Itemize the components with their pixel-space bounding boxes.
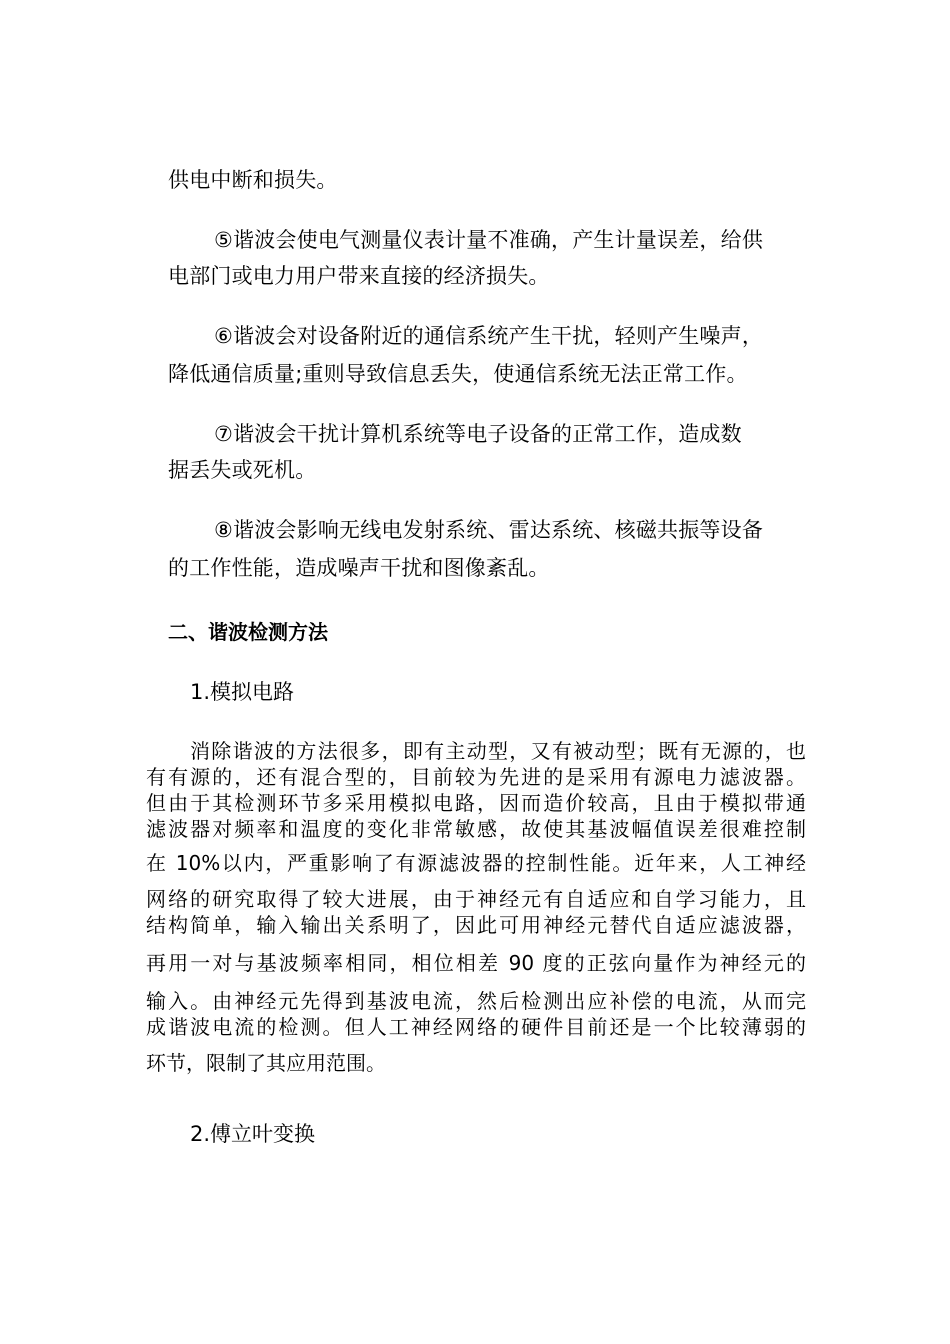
- paragraph-line: 有有源的，还有混合型的，目前较为先进的是采用有源电力滤波器。: [146, 765, 806, 789]
- list-item-4-continuation: 供电中断和损失。: [168, 168, 338, 192]
- list-item-5-line-2: 电部门或电力用户带来直接的经济损失。: [168, 264, 550, 288]
- paragraph-line: 在 10%以内，严重影响了有源滤波器的控制性能。近年来，人工神经: [146, 851, 806, 875]
- subsection-heading-2: 2.傅立叶变换: [190, 1122, 316, 1146]
- list-item-6-line-1: ⑥谐波会对设备附近的通信系统产生干扰，轻则产生噪声，: [214, 324, 764, 348]
- list-item-8-line-1: ⑧谐波会影响无线电发射系统、雷达系统、核磁共振等设备: [214, 518, 764, 542]
- list-item-7-line-2: 据丢失或死机。: [168, 458, 317, 482]
- paragraph-line: 结构简单，输入输出关系明了，因此可用神经元替代自适应滤波器，: [146, 913, 806, 937]
- paragraph-line: 再用一对与基波频率相同，相位相差 90 度的正弦向量作为神经元的: [146, 951, 806, 975]
- paragraph-line: 网络的研究取得了较大进展，由于神经元有自适应和自学习能力，且: [146, 887, 806, 911]
- paragraph-line: 消除谐波的方法很多，即有主动型，又有被动型；既有无源的，也: [190, 739, 806, 763]
- list-item-5-line-1: ⑤谐波会使电气测量仪表计量不准确，产生计量误差，给供: [214, 228, 764, 252]
- list-item-6-line-2: 降低通信质量;重则导致信息丢失，使通信系统无法正常工作。: [168, 362, 748, 386]
- paragraph-line: 滤波器对频率和温度的变化非常敏感，故使其基波幅值误差很难控制: [146, 817, 806, 841]
- paragraph-line: 环节，限制了其应用范围。: [146, 1051, 386, 1075]
- paragraph-line: 但由于其检测环节多采用模拟电路，因而造价较高，且由于模拟带通: [146, 791, 806, 815]
- subsection-heading-1: 1.模拟电路: [190, 680, 295, 704]
- paragraph-line: 成谐波电流的检测。但人工神经网络的硬件目前还是一个比较薄弱的: [146, 1015, 806, 1039]
- list-item-8-line-2: 的工作性能，造成噪声干扰和图像紊乱。: [168, 556, 550, 580]
- paragraph-line: 输入。由神经元先得到基波电流，然后检测出应补偿的电流，从而完: [146, 989, 806, 1013]
- section-heading: 二、谐波检测方法: [168, 620, 328, 644]
- list-item-7-line-1: ⑦谐波会干扰计算机系统等电子设备的正常工作，造成数: [214, 422, 742, 446]
